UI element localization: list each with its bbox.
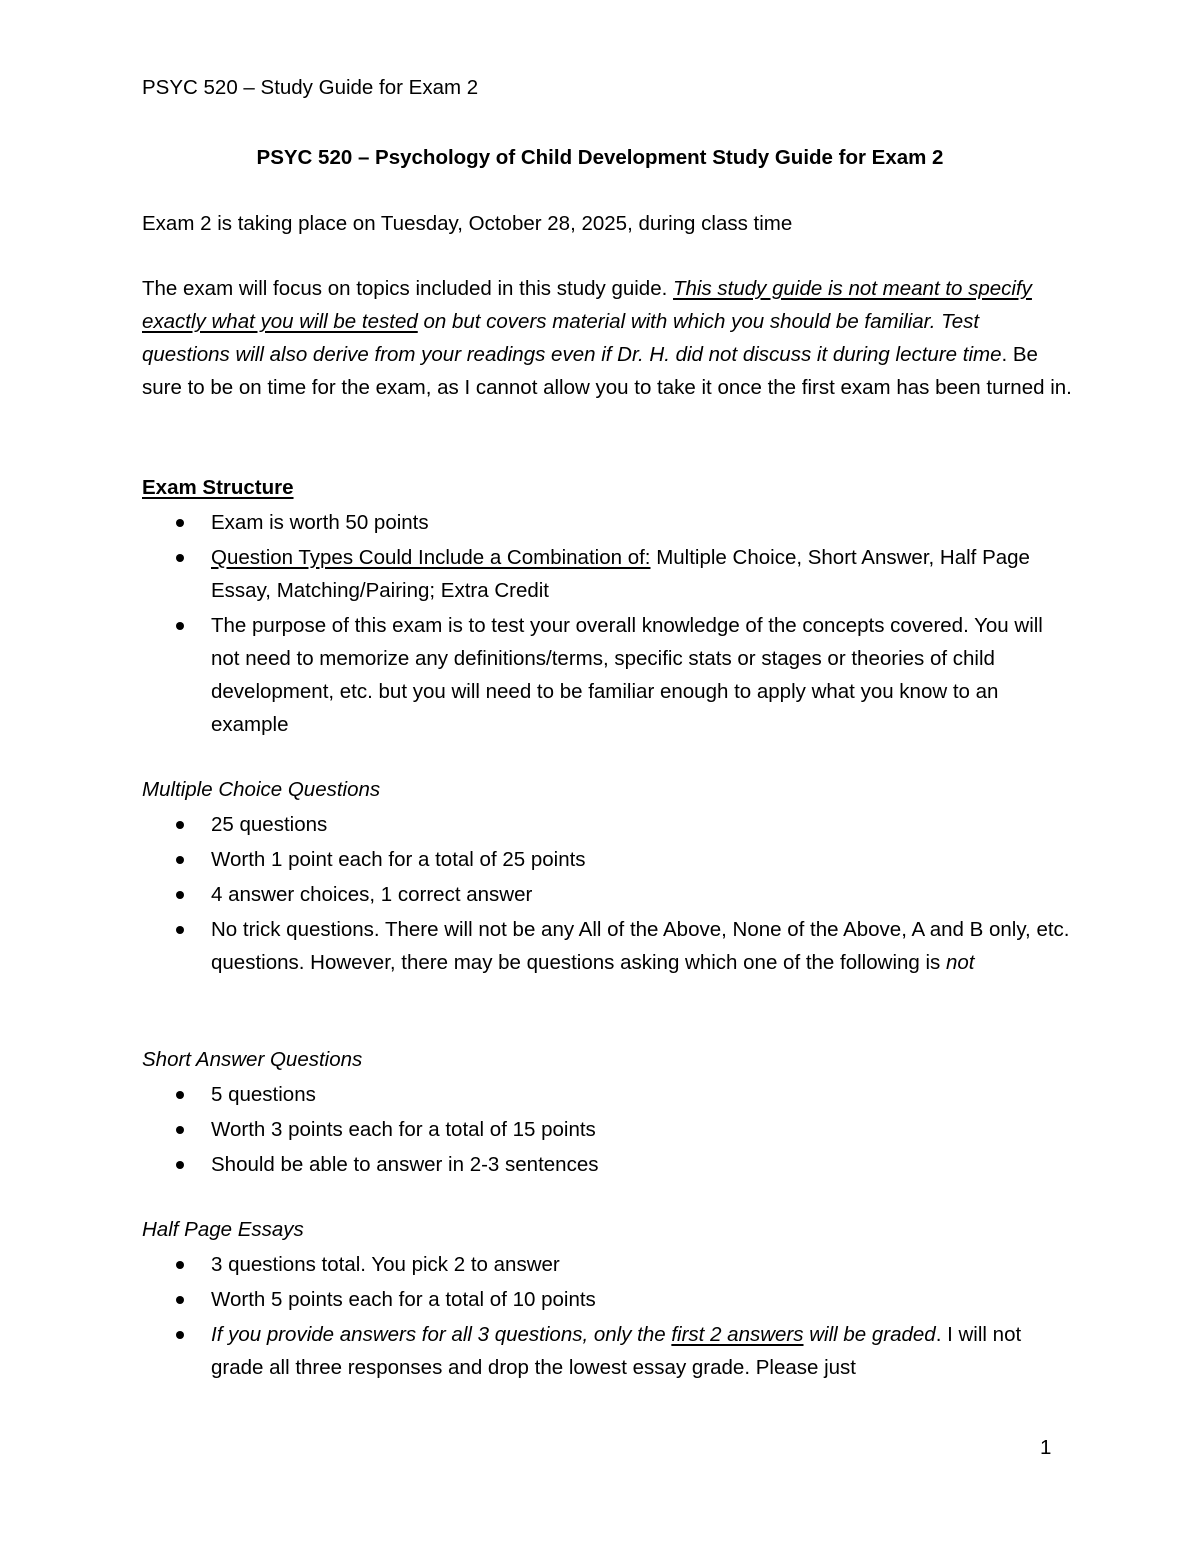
exam-structure-list (142, 506, 1072, 743)
list-item-text: . I will not grade all three responses and drop the lowest essay grade. Please just (211, 1323, 1022, 1379)
bullet-icon (176, 1261, 184, 1269)
bullet-icon (176, 1331, 184, 1339)
list-item-text: The purpose of this exam is to test your overall knowledge of the concepts covered. You will not need to memorize any definitions/terms, specific stats or stages or theories of child development, etc. but you will need to be familiar enough to apply what you know to an example (211, 614, 1043, 736)
bullet-icon (176, 891, 184, 899)
list-item (142, 1283, 1072, 1316)
bullet-icon (176, 856, 184, 864)
intro-text-1: The exam will focus on topics included in this study guide. (142, 277, 673, 300)
list-item-text: Worth 5 points each for a total of 10 points (211, 1288, 596, 1311)
emphasis-not: not (946, 951, 975, 974)
half-page-essays-heading: Half Page Essays (142, 1218, 304, 1241)
emphasis-text: If you provide answers for all 3 questions, only the (211, 1323, 672, 1346)
list-item-text: 4 answer choices, 1 correct answer (211, 883, 533, 906)
list-item-text: Multiple Choice, Short Answer, Half Page Essay, Matching/Pairing; Extra Credit (211, 546, 1030, 602)
list-item-text: No trick questions. There will not be any All of the Above, None of the Above, A and B only, etc. questions. However, there may be questions asking which one of the following is (211, 918, 1070, 974)
list-item-text: Worth 1 point each for a total of 25 points (211, 848, 586, 871)
bullet-icon (176, 1296, 184, 1304)
emphasis-text-2: will be graded (803, 1323, 936, 1346)
list-item-text: 3 questions total. You pick 2 to answer (211, 1253, 560, 1276)
exam-date-paragraph: Exam 2 is taking place on Tuesday, October 28, 2025, during class time (142, 212, 793, 235)
bullet-icon (176, 519, 184, 527)
list-item (142, 913, 1072, 979)
list-item (142, 541, 1072, 607)
list-item-text: Exam is worth 50 points (211, 511, 429, 534)
intro-text-2: . Be sure to be on time for the exam, as I cannot allow you to take it once the first exam has been turned in. (142, 343, 1072, 399)
list-item (142, 1148, 1072, 1181)
bullet-icon (176, 926, 184, 934)
short-answer-heading: Short Answer Questions (142, 1048, 363, 1071)
intro-paragraph (142, 272, 1072, 404)
list-item (142, 808, 1072, 841)
list-item (142, 1113, 1072, 1146)
multiple-choice-list (142, 808, 1072, 981)
bullet-icon (176, 622, 184, 630)
question-types-label: Question Types Could Include a Combination of: (211, 546, 651, 569)
intro-emphasis-underlined: This study guide is not meant to specify exactly what you will be tested (142, 277, 1032, 333)
multiple-choice-heading: Multiple Choice Questions (142, 778, 381, 801)
running-header: PSYC 520 – Study Guide for Exam 2 (142, 76, 479, 99)
exam-structure-heading: Exam Structure (142, 476, 294, 499)
bullet-icon (176, 1091, 184, 1099)
list-item-text: Worth 3 points each for a total of 15 points (211, 1118, 596, 1141)
list-item (142, 1078, 1072, 1111)
list-item (142, 843, 1072, 876)
intro-emphasis: on but covers material with which you should be familiar. Test questions will also derive from your readings even if Dr. H. did not discuss it during lecture time (142, 310, 1002, 366)
list-item (142, 1248, 1072, 1281)
list-item-text: 5 questions (211, 1083, 316, 1106)
bullet-icon (176, 554, 184, 562)
list-item (142, 609, 1072, 741)
first-two-answers-emphasis: first 2 answers (671, 1323, 804, 1346)
half-page-essays-list (142, 1248, 1072, 1386)
list-item (142, 878, 1072, 911)
bullet-icon (176, 821, 184, 829)
bullet-icon (176, 1126, 184, 1134)
page-number: 1 (1040, 1436, 1052, 1459)
bullet-icon (176, 1161, 184, 1169)
short-answer-list (142, 1078, 1072, 1183)
list-item-text: Should be able to answer in 2-3 sentences (211, 1153, 599, 1176)
list-item-text: 25 questions (211, 813, 328, 836)
list-item (142, 506, 1072, 539)
list-item (142, 1318, 1072, 1384)
document-title: PSYC 520 – Psychology of Child Development Study Guide for Exam 2 (256, 146, 944, 169)
